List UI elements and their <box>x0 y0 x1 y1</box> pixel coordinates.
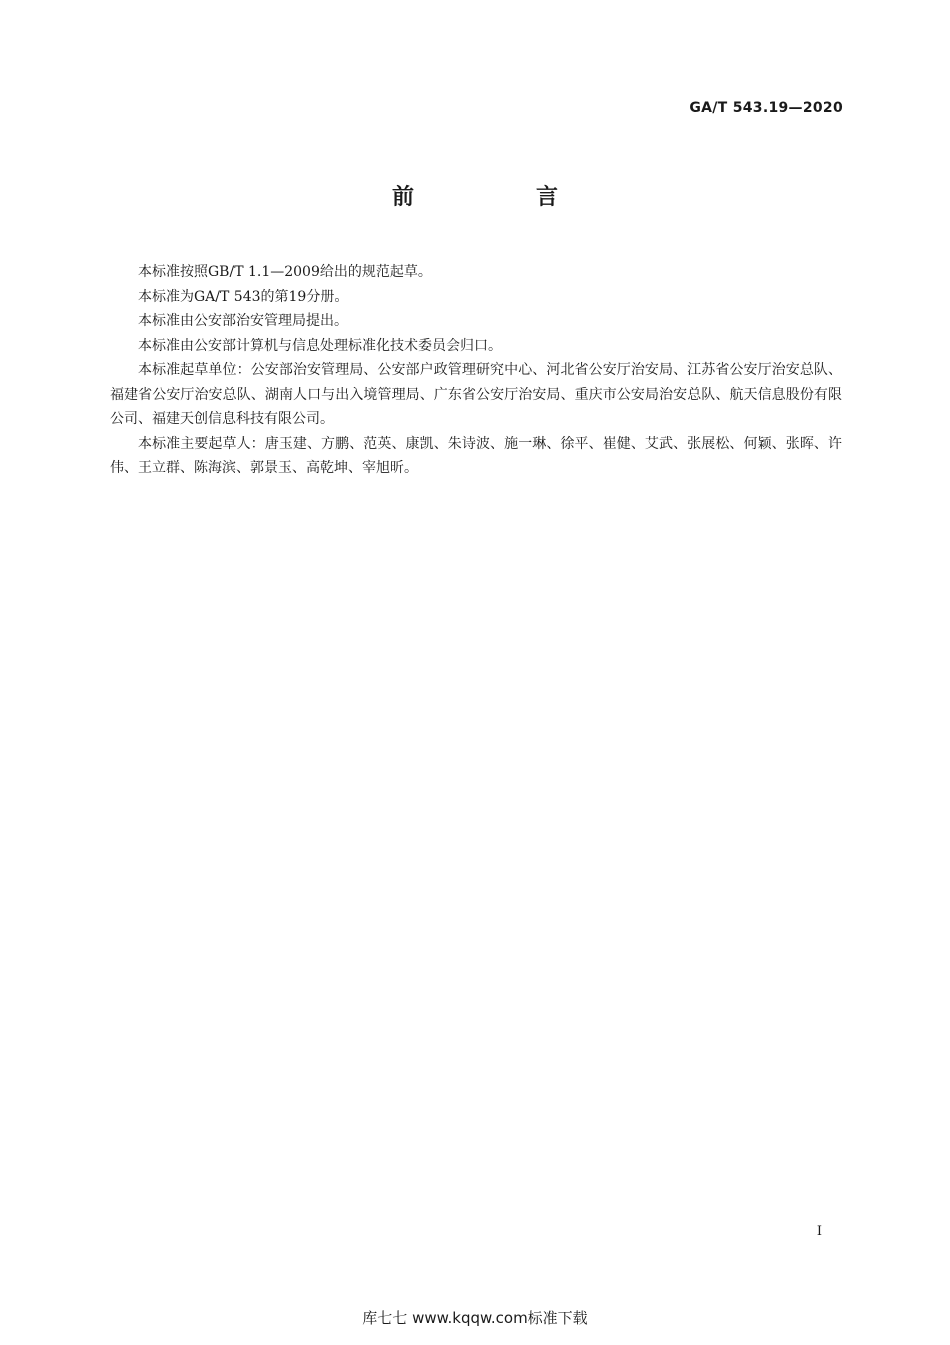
paragraph-drafting-rules: 本标准按照GB/T 1.1—2009给出的规范起草。 <box>138 264 432 280</box>
foreword-body <box>110 260 842 481</box>
page-title: 前 言 <box>391 185 608 210</box>
paragraph-committee: 本标准由公安部计算机与信息处理标准化技术委员会归口。 <box>138 337 502 354</box>
standard-code: GA/T 543.19—2020 <box>689 100 843 116</box>
paragraph-proposer: 本标准由公安部治安管理局提出。 <box>138 313 348 329</box>
page-number: I <box>816 1224 822 1239</box>
footer-watermark-text: 库七七 www.kqqw.com标准下载 <box>362 1309 588 1327</box>
paragraph-drafters: 本标准主要起草人：唐玉建、方鹏、范英、康凯、朱诗波、施一琳、徐平、崔健、艾武、张展松、何颖、张晖、许伟、王立群、陈海滨、郭景玉、高乾坤、宰旭昕。 <box>110 435 842 476</box>
paragraph-part-number: 本标准为GA/T 543的第19分册。 <box>138 288 349 305</box>
paragraph-drafting-units: 本标准起草单位：公安部治安管理局、公安部户政管理研究中心、河北省公安厅治安局、江苏省公安厅治安总队、福建省公安厅治安总队、湖南人口与出入境管理局、广东省公安厅治安局、重庆市公安局治安总队、航天信息股份有限公司、福建天创信息科技有限公司。 <box>110 362 842 427</box>
